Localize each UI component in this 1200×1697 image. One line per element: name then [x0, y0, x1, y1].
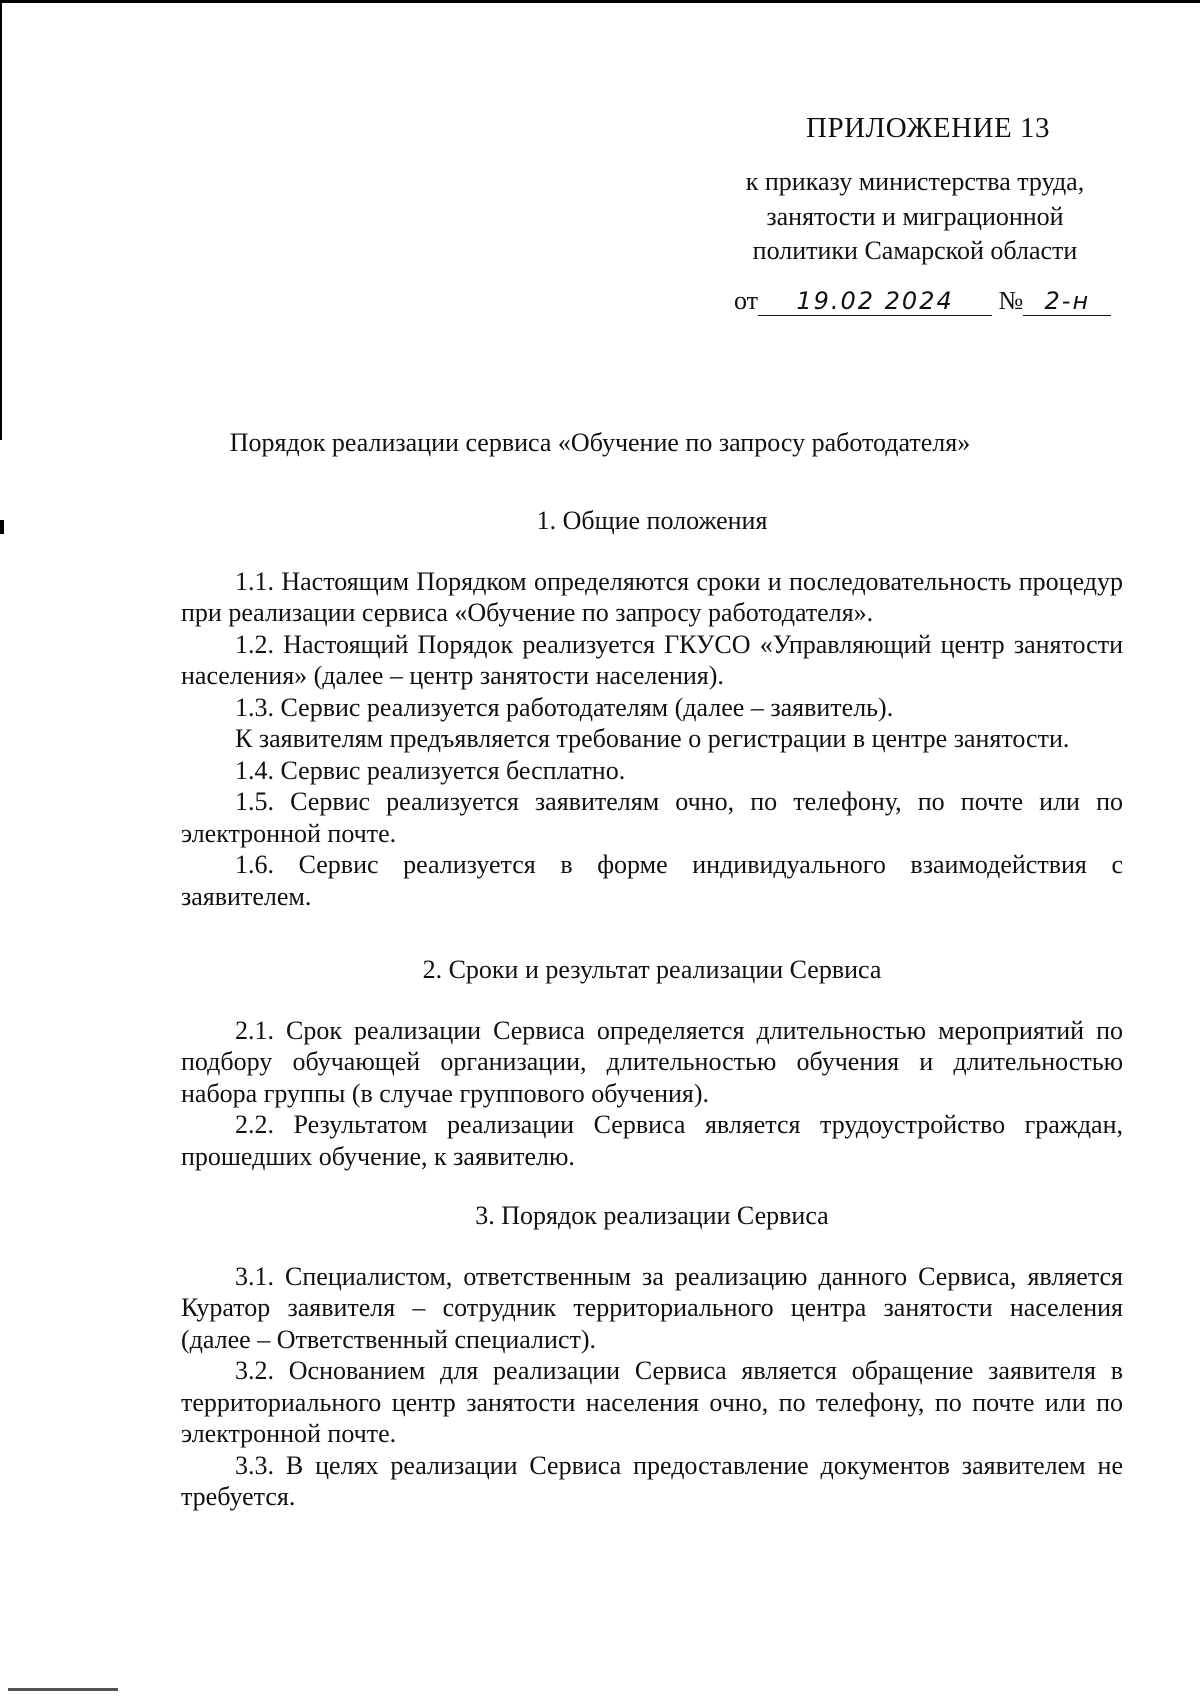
scan-edge-top [0, 0, 1200, 3]
paragraph: 3.1. Специалистом, ответственным за реализацию данного Сервиса, является Куратор заявителя – сотрудник территориального центра занятости населения (далее – Ответственный специалист). [181, 1261, 1123, 1354]
section-heading: 2. Сроки и результат реализации Сервиса [422, 955, 882, 984]
paragraph: 2.1. Срок реализации Сервиса определяется длительностью мероприятий по подбору обучающей организации, длительностью обучения и длительностью набора группы (в случае группового обучения). [181, 1015, 1123, 1108]
paragraph: 3.3. В целях реализации Сервиса предоставление документов заявителем не требуется. [181, 1450, 1123, 1511]
appendix-subtitle-line: политики Самарской области [752, 236, 1078, 265]
paragraph: 1.5. Сервис реализуется заявителям очно, по телефону, по почте или по электронной почте. [181, 787, 1123, 848]
appendix-subtitle-line: занятости и миграционной [766, 202, 1064, 231]
section-heading: 3. Порядок реализации Сервиса [475, 1201, 829, 1230]
document-title: Порядок реализации сервиса «Обучение по запросу работодателя» [229, 428, 971, 457]
paragraph: 1.4. Сервис реализуется бесплатно. [235, 755, 626, 785]
paragraph: 3.2. Основанием для реализации Сервиса является обращение заявителя в территориального центр занятости населения очно, по телефону, по почте или по электронной почте. [181, 1356, 1123, 1448]
paragraph: 1.6. Сервис реализуется в форме индивидуального взаимодействия с заявителем. [181, 850, 1123, 911]
handwritten-number: 2-н [1023, 287, 1111, 316]
date-prefix: от [734, 286, 759, 315]
number-prefix: № [998, 286, 1024, 315]
appendix-subtitle-line: к приказу министерства труда, [745, 167, 1085, 196]
section-heading: 1. Общие положения [536, 506, 768, 535]
order-date-number-line [734, 286, 1111, 316]
scan-margin-mark [0, 520, 4, 534]
scan-edge-bottom [8, 1688, 118, 1691]
paragraph: 1.2. Настоящий Порядок реализуется ГКУСО «Управляющий центр занятости населения» (далее – центр занятости населения). [181, 629, 1123, 690]
paragraph: 2.2. Результатом реализации Сервиса является трудоустройство граждан, прошедших обучение, к заявителю. [181, 1110, 1123, 1171]
handwritten-date: 19.02 2024 [758, 287, 992, 316]
document-body [181, 505, 1123, 1513]
paragraph: 1.3. Сервис реализуется работодателям (далее – заявитель). [235, 692, 894, 722]
paragraph: 1.1. Настоящим Порядком определяются сроки и последовательность процедур при реализации сервиса «Обучение по запросу работодателя». [181, 566, 1123, 627]
paragraph: К заявителям предъявляется требование о регистрации в центре занятости. [235, 724, 1070, 753]
appendix-title: ПРИЛОЖЕНИЕ 13 [806, 112, 1050, 144]
scan-edge-left [0, 0, 2, 440]
